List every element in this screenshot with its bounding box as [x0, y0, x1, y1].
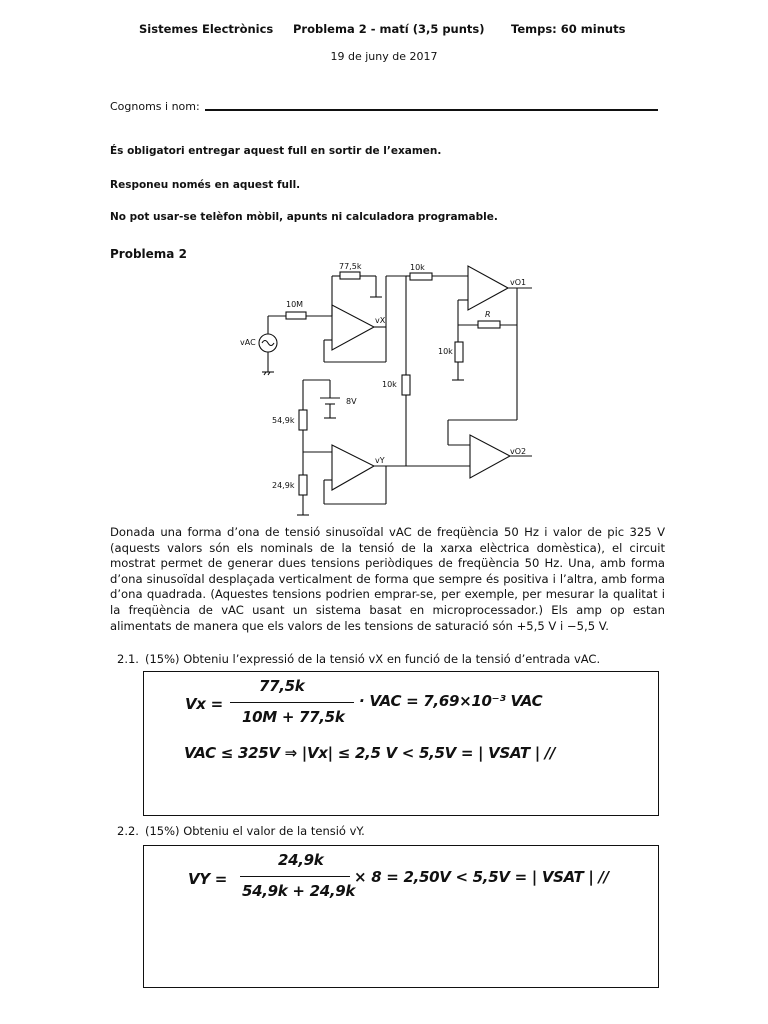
label-10k-fb: 10k [438, 347, 453, 356]
label-24k9: 24,9k [272, 481, 295, 490]
answer-2-2-rest: × 8 = 2,50V < 5,5V = | VSAT | // [354, 868, 609, 886]
question-2-2-number: 2.2. [117, 824, 139, 838]
answer-box-2-2[interactable] [143, 845, 659, 988]
exam-date: 19 de juny de 2017 [330, 50, 438, 63]
label-10k-mid: 10k [382, 380, 397, 389]
instruction-1: És obligatori entregar aquest full en sortir de l’examen. [110, 145, 442, 157]
answer-2-1-numerator: 77,5k [259, 677, 305, 695]
answer-2-1-lhs: Vx = [185, 695, 223, 713]
answer-2-2-fraction-line [240, 876, 350, 877]
label-8v: 8V [346, 397, 357, 406]
label-vx: vX [375, 316, 386, 325]
answer-2-1-line2: VAC ≤ 325V ⇒ |Vx| ≤ 2,5 V < 5,5V = | VSAT | // [184, 744, 556, 762]
instruction-2: Responeu només en aquest full. [110, 179, 301, 191]
question-2-2-text: (15%) Obteniu el valor de la tensió vY. [145, 824, 365, 838]
label-vo1: vO1 [510, 278, 527, 287]
label-54k9: 54,9k [272, 416, 295, 425]
label-vy: vY [375, 456, 385, 465]
answer-2-1-fraction-line [230, 702, 354, 703]
answer-2-2-numerator: 24,9k [278, 851, 324, 869]
course-title: Sistemes Electrònics [139, 22, 274, 36]
question-2-1-number: 2.1. [117, 652, 139, 666]
problem-title: Problema 2 [110, 247, 187, 261]
label-77k5: 77,5k [339, 262, 362, 271]
answer-2-2-lhs: VY = [188, 870, 228, 888]
answer-2-1-denominator: 10M + 77,5k [242, 708, 345, 726]
instruction-3: No pot usar-se telèfon mòbil, apunts ni calculadora programable. [110, 211, 498, 223]
label-10k-top: 10k [410, 263, 425, 272]
name-label: Cognoms i nom: [110, 100, 200, 113]
answer-2-1-rest: · VAC = 7,69×10⁻³ VAC [359, 692, 543, 710]
label-R: R [485, 310, 491, 319]
question-2-1-text: (15%) Obteniu l’expressió de la tensió vX en funció de la tensió d’entrada vAC. [145, 652, 601, 666]
time-limit: Temps: 60 minuts [511, 22, 626, 36]
problem-description: Donada una forma d’ona de tensió sinusoïdal vAC de freqüència 50 Hz i valor de pic 325 V (aquests valors són els nominals de la tensió de la xarxa elèctrica domèstica), el circuit mostrat permet de generar dues tensions periòdiques de freqüència 50 Hz. Una, amb forma d’ona sinusoïdal desplaçada verticalment de forma que sempre és positiva i l’altra, amb forma d’ona quadrada. (Aquestes tensions podrien emprar-se, per exemple, per mesurar la qualitat i la freqüència de vAC usant un sistema basat en microprocessador.) Els amp op estan alimentats de manera que els valors de les tensions de saturació són +5,5 V i −5,5 V. [110, 525, 665, 633]
answer-2-2-denominator: 54,9k + 24,9k [242, 882, 356, 900]
answer-box-2-1[interactable] [143, 671, 659, 816]
label-10m: 10M [286, 300, 304, 309]
label-vo2: vO2 [510, 447, 527, 456]
problem-header: Problema 2 - matí (3,5 punts) [293, 22, 485, 36]
label-vac: vAC [240, 338, 256, 347]
